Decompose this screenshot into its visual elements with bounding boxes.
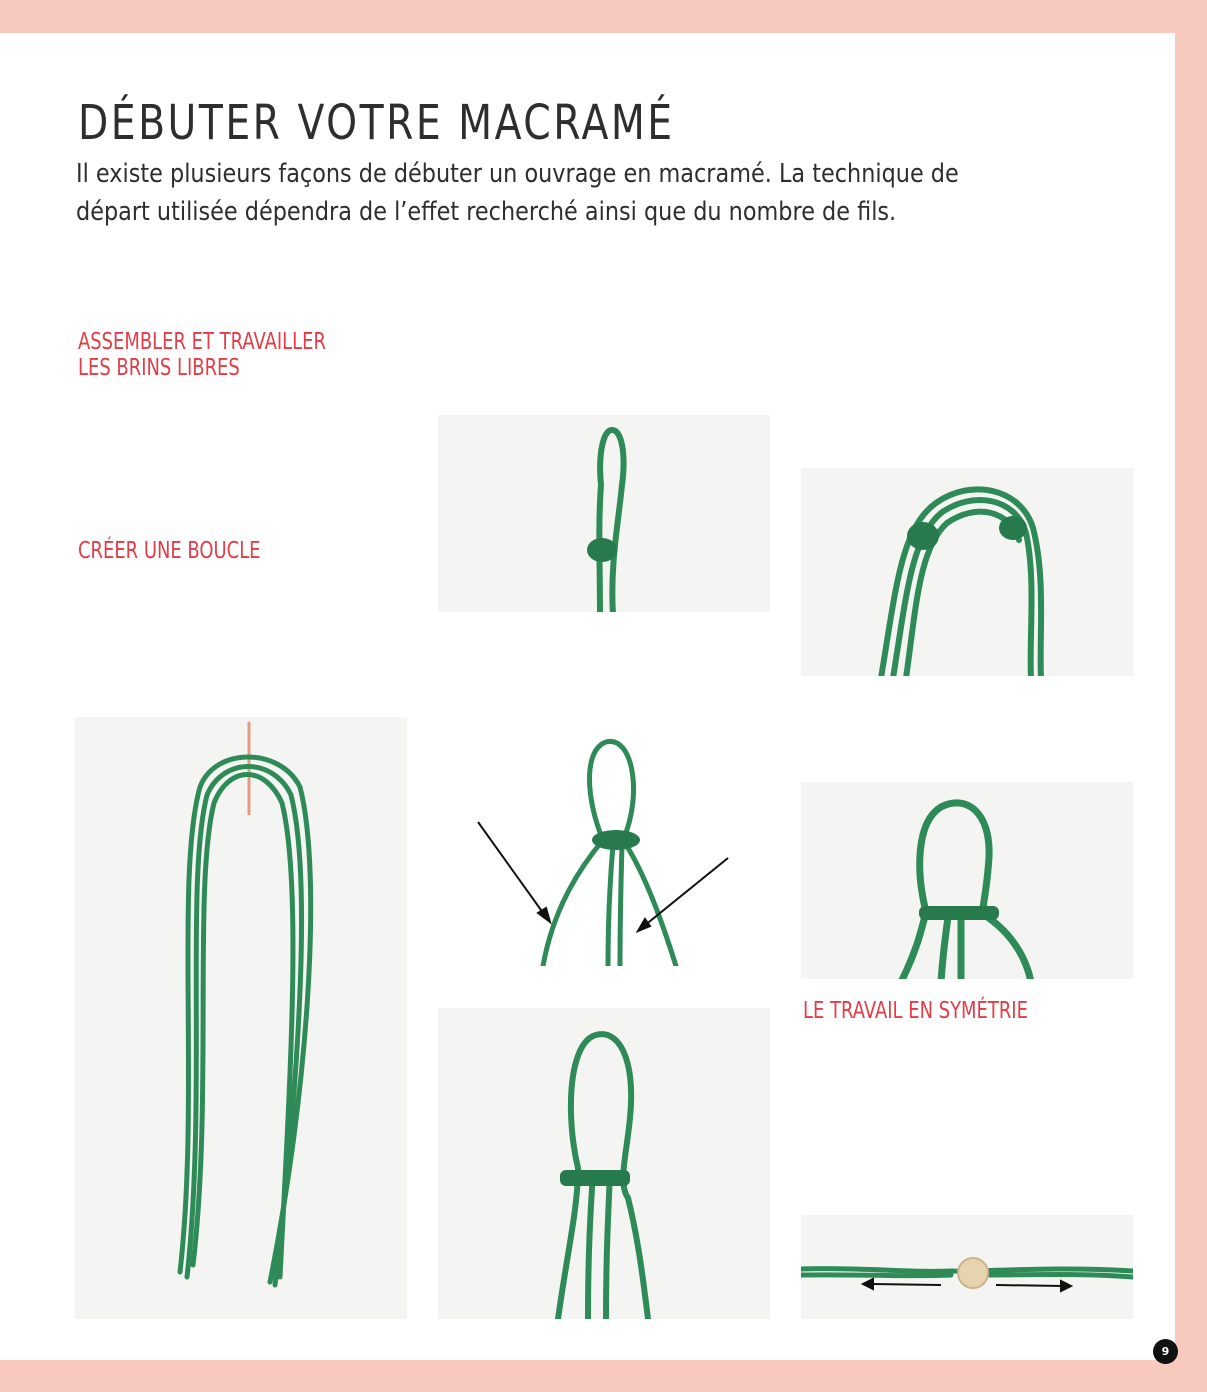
page-title: DÉBUTER VOTRE MACRAMÉ: [78, 95, 675, 151]
photo-loop-closeup: [801, 782, 1133, 979]
photo-looped-knots: [801, 468, 1133, 676]
section-heading-loop: CRÉER UNE BOUCLE: [78, 538, 261, 564]
section-heading-assemble: [78, 329, 326, 381]
section-heading-symmetry: LE TRAVAIL EN SYMÉTRIE: [803, 998, 1028, 1024]
section-heading-assemble-line2: LES BRINS LIBRES: [78, 355, 240, 381]
page-number: 9: [1153, 1339, 1178, 1364]
photo-folded-cords: [75, 717, 407, 1319]
photo-loop-arrows: [438, 720, 770, 966]
section-heading-assemble-line1: ASSEMBLER ET TRAVAILLER: [78, 329, 326, 355]
intro-paragraph: Il existe plusieurs façons de débuter un ouvrage en macramé. La technique de départ utilisée dépendra de l’effet recherché ainsi que du nombre de fils.: [76, 159, 959, 227]
photo-wrapped-loop: [438, 1008, 770, 1319]
photo-bead-symmetry: [801, 1215, 1133, 1319]
photo-loop-knot: [438, 415, 770, 612]
